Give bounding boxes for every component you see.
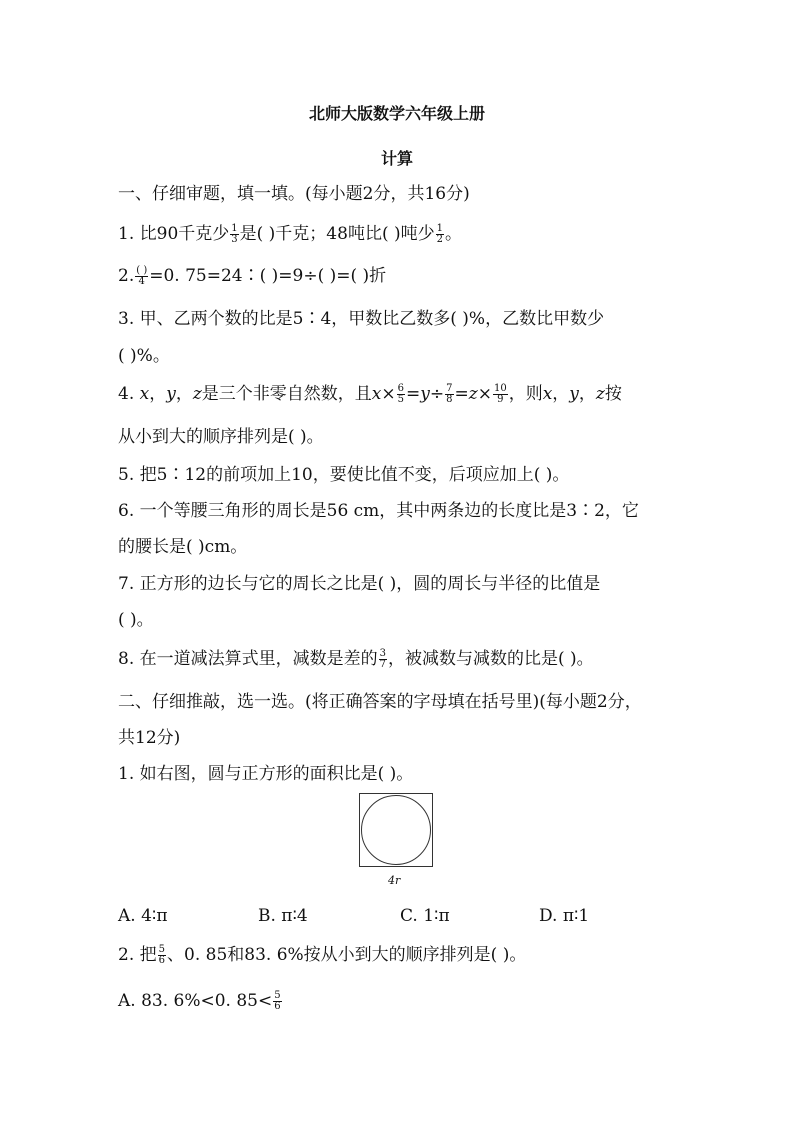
question-1-5: 5. 把5∶12的前项加上10，要使比值不变，后项应加上( )。 [118,465,570,485]
q2-2-fraction [158,945,166,966]
q4-equals-2: = [454,384,469,404]
q4-f1-denominator: 5 [397,394,405,405]
question-1-3-line1: 3. 甲、乙两个数的比是5∶4，甲数比乙数多( )%，乙数比甲数少 [118,309,605,329]
q2-2-text-b: 、0. 85和83. 6%按从小到大的顺序排列是( )。 [167,945,527,965]
question-1-3-line2: ( )%。 [118,346,170,366]
q4-fraction-3 [493,384,508,405]
question-1-2 [118,266,386,287]
q4-f2-denominator: 8 [446,394,453,405]
q2-2-option-a-fraction [273,991,281,1012]
q4-comma-2: ， [175,384,193,404]
q4-fraction-1 [397,384,405,405]
q4-divide: ÷ [429,384,445,404]
q1-text-c: 。 [444,224,462,244]
question-1-8 [118,649,594,670]
q8-denominator: 7 [379,659,386,670]
q4-var-z3: z [595,384,605,404]
q2-2-denominator: 6 [158,955,165,966]
q4-text-a: 4. [118,384,140,404]
q4-var-z2: z [468,384,478,404]
q2-1-option-b: B. π∶4 [258,906,308,926]
q1-text-a: 1. 比90千克少 [118,224,230,244]
q1-f1-numerator: 1 [231,223,238,234]
q4-var-y3: y [569,384,579,404]
q2-1-option-d: D. π∶1 [539,906,590,926]
q2-1-option-c: C. 1∶π [400,906,450,926]
q2-fraction [135,266,148,287]
question-1-6-line1: 6. 一个等腰三角形的周长是56 cm，其中两条边的长度比是3∶2，它 [118,501,639,521]
q4-var-x: x [139,384,150,404]
q4-equals-1: = [406,384,421,404]
q4-f2-numerator: 7 [446,383,453,394]
inscribed-circle [361,795,431,865]
q4-text-p: 按 [604,384,622,404]
q8-fraction [379,649,387,670]
q2-text-a: 2. [118,266,135,286]
q2-denominator: 4 [138,276,145,287]
q1-f1-denominator: 3 [231,234,238,245]
q4-var-y2: y [420,384,430,404]
q2-2-option-a-denominator: 6 [274,1001,281,1012]
q4-comma-1: ， [149,384,167,404]
section2-heading-line2: 共12分) [118,728,181,748]
q4-f3-numerator: 10 [493,383,507,394]
question-1-1 [118,224,462,245]
q4-text-n: ，则 [508,384,543,404]
q8-numerator: 3 [379,648,386,659]
q2-2-text-a: 2. 把 [118,945,157,965]
q4-times-1: × [381,384,396,404]
q2-1-option-a: A. 4∶π [118,906,168,926]
q2-2-option-a-text: A. 83. 6%<0. 85< [118,991,273,1011]
document-title: 北师大版数学六年级上册 [308,104,485,123]
question-1-4-line1 [118,384,622,405]
q8-text-a: 8. 在一道减法算式里，减数是差的 [118,649,378,669]
q4-var-y: y [166,384,176,404]
document-subtitle: 计算 [380,149,413,168]
q4-var-x2: x [371,384,382,404]
question-2-1: 1. 如右图，圆与正方形的面积比是( )。 [118,764,414,784]
section2-heading-line1: 二、仔细推敲，选一选。(将正确答案的字母填在括号里)(每小题2分， [118,692,642,712]
question-1-7-line1: 7. 正方形的边长与它的周长之比是( )，圆的周长与半径的比值是 [118,574,601,594]
question-1-7-line2: ( )。 [118,610,154,630]
q4-text-d: 是三个非零自然数，且 [201,384,372,404]
q4-f3-denominator: 9 [497,394,504,405]
q2-2-numerator: 5 [158,944,165,955]
question-1-4-line2: 从小到大的顺序排列是( )。 [118,427,324,447]
q4-comma-4: ， [578,384,596,404]
q1-fraction-1 [230,224,238,245]
figure-side-label: 4r [388,874,401,887]
q2-2-option-a [118,991,283,1012]
q4-comma-3: ， [552,384,570,404]
q1-f2-denominator: 2 [436,234,443,245]
q1-fraction-2 [436,224,444,245]
q4-times-2: × [477,384,492,404]
section1-heading: 一、仔细审题，填一填。(每小题2分，共16分) [118,184,470,204]
q4-var-z: z [192,384,202,404]
question-1-6-line2: 的腰长是( )cm。 [118,537,248,557]
q1-f2-numerator: 1 [436,223,443,234]
q2-2-option-a-numerator: 5 [274,990,281,1001]
q4-f1-numerator: 6 [397,383,405,394]
square-with-inscribed-circle-figure [359,793,433,867]
q1-text-b: 是( )千克；48吨比( )吨少 [239,224,435,244]
q4-var-x3: x [542,384,553,404]
q2-numerator-blank: ( ) [136,265,148,276]
question-2-2 [118,945,526,966]
q4-fraction-2 [445,384,453,405]
q8-text-b: ，被减数与减数的比是( )。 [388,649,594,669]
q2-text-b: =0. 75=24∶( )=9÷( )=( )折 [149,266,387,286]
